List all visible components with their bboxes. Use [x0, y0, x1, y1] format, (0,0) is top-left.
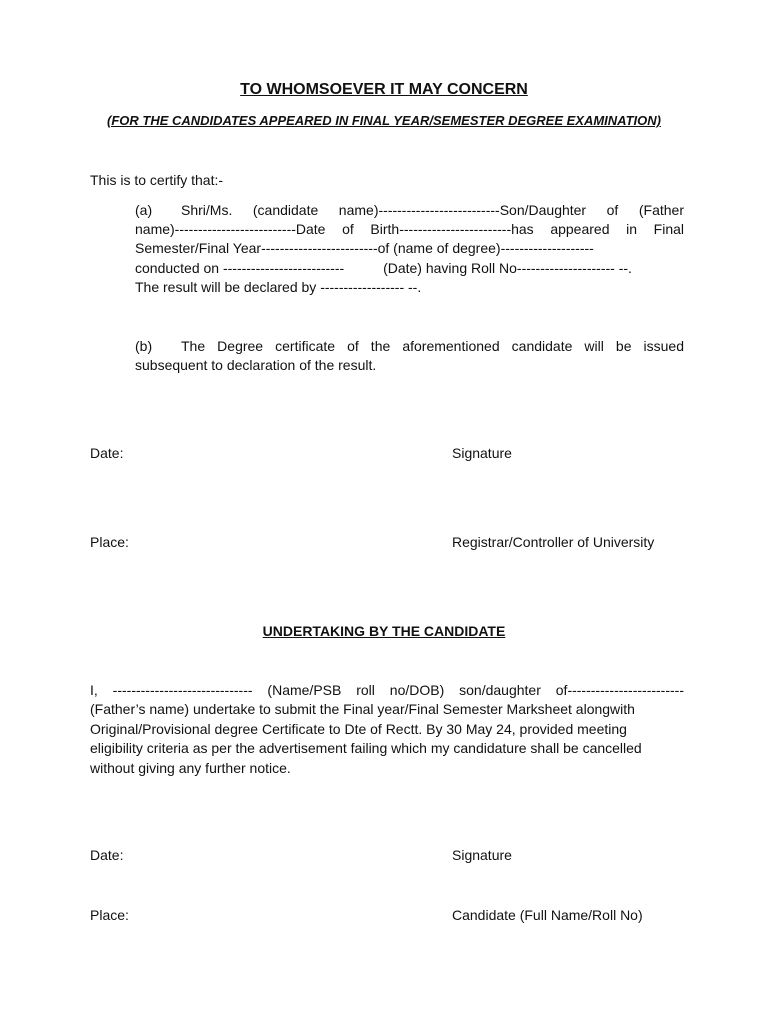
- clause-a-line1: Shri/Ms. (candidate name)--------------------------Son/Daughter of (Father: [181, 202, 684, 218]
- candidate-name-label: Candidate (Full Name/Roll No): [452, 907, 643, 923]
- clause-b-line1: The Degree certificate of the aforementioned candidate will be issued: [181, 338, 684, 354]
- clause-b-marker: (b): [135, 338, 153, 354]
- clause-a-line4: conducted on -------------------------- (Date) having Roll No--------------------- --.: [135, 260, 632, 276]
- undertaking-line3: Original/Provisional degree Certificate to Dte of Rectt. By 30 May 24, provided meeting: [90, 721, 627, 737]
- certificate-title: TO WHOMSOEVER IT MAY CONCERN: [240, 81, 528, 98]
- undertaking-heading: UNDERTAKING BY THE CANDIDATE: [262, 623, 506, 639]
- clause-a-line3: Semester/Final Year-------------------------of (name of degree)--------------------: [135, 240, 594, 256]
- certify-intro: This is to certify that:-: [90, 172, 224, 188]
- undertaking-line1: I, ------------------------------ (Name/PSB roll no/DOB) son/daughter of-------------------------: [90, 682, 684, 698]
- undertaking-line4: eligibility criteria as per the advertisement failing which my candidature shall be cancelled: [90, 740, 642, 756]
- clause-a-line5: The result will be declared by ------------------ --.: [135, 279, 422, 295]
- undertaking-date-label: Date:: [90, 847, 124, 863]
- certificate-date-label: Date:: [90, 445, 124, 461]
- clause-b-line2: subsequent to declaration of the result.: [135, 357, 377, 373]
- clause-a-marker: (a): [135, 202, 153, 218]
- certificate-subtitle: (FOR THE CANDIDATES APPEARED IN FINAL YEAR/SEMESTER DEGREE EXAMINATION): [107, 113, 661, 128]
- registrar-label: Registrar/Controller of University: [452, 534, 655, 550]
- certificate-place-label: Place:: [90, 534, 129, 550]
- clause-a-line2: name)--------------------------Date of Birth------------------------has appeared in Final: [135, 221, 684, 237]
- undertaking-signature-label: Signature: [452, 847, 512, 863]
- certificate-signature-label: Signature: [452, 445, 512, 461]
- undertaking-line2: (Father’s name) undertake to submit the Final year/Final Semester Marksheet alongwith: [90, 701, 635, 717]
- undertaking-line5: without giving any further notice.: [90, 760, 291, 776]
- undertaking-place-label: Place:: [90, 907, 129, 923]
